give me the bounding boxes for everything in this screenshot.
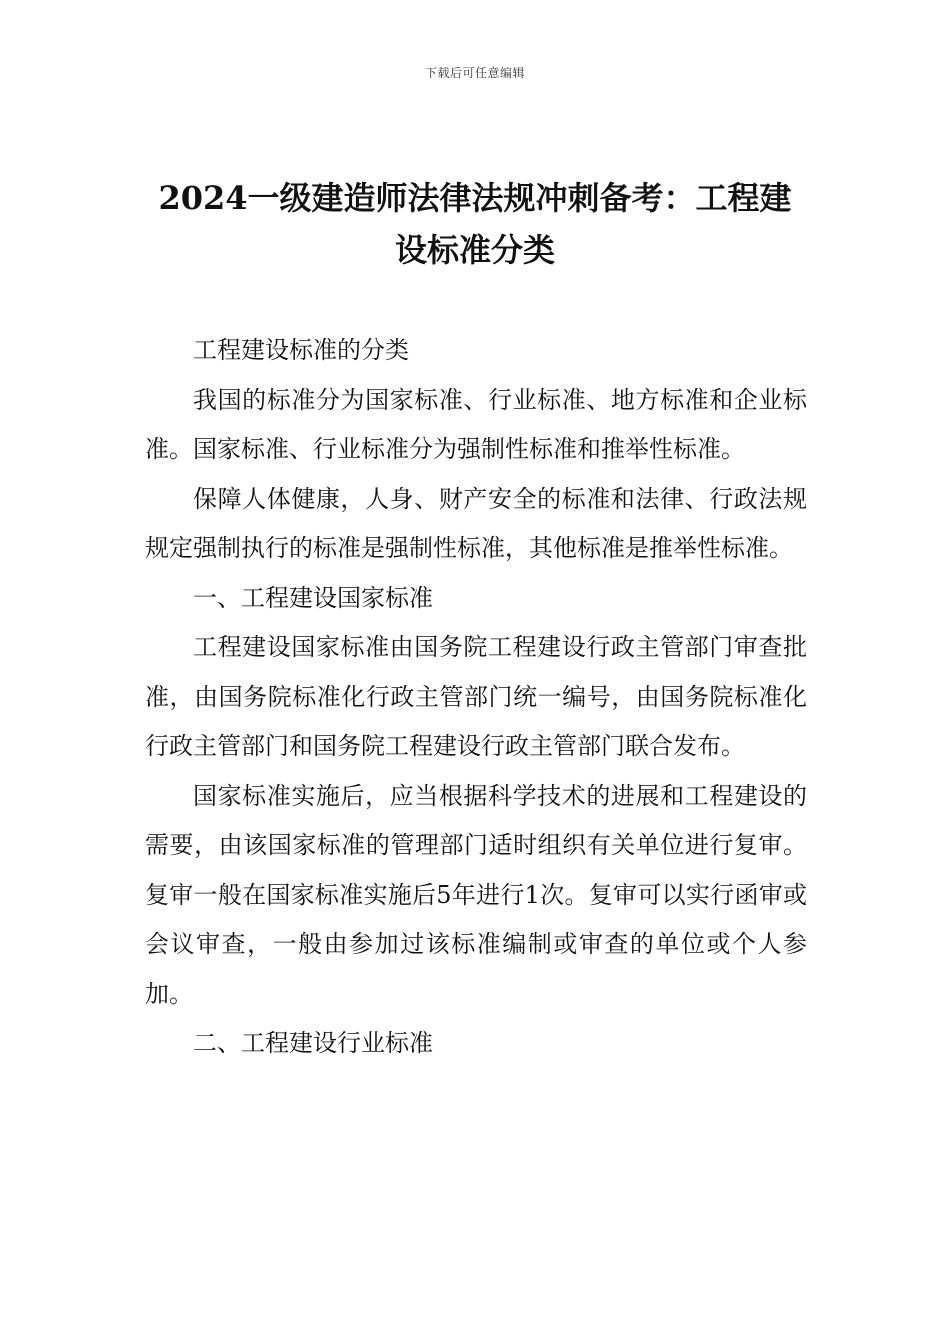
- paragraph-mandatory-standards: 保障人体健康，人身、财产安全的标准和法律、行政法规规定强制执行的标准是强制性标准，其他标准是推举性标准。: [145, 484, 807, 562]
- section-heading-national-standards: 一、工程建设国家标准: [193, 583, 433, 612]
- section-heading-industry-standards: 二、工程建设行业标准: [193, 1029, 433, 1057]
- header-note: 下载后可任意编辑: [424, 66, 525, 80]
- document-body: [145, 326, 807, 1069]
- paragraph-standard-types: 我国的标准分为国家标准、行业标准、地方标准和企业标准。国家标准、行业标准分为强制性标准和推举性标准。: [145, 385, 807, 463]
- paragraph-national-review: 国家标准实施后，应当根据科学技术的进展和工程建设的需要，由该国家标准的管理部门适时组织有关单位进行复审。复审一般在国家标准实施后5年进行1次。复审可以实行函审或会议审查，一般由参加过该标准编制或审查的单位或个人参加。: [145, 781, 807, 1008]
- paragraph-national-approval: 工程建设国家标准由国务院工程建设行政主管部门审查批准，由国务院标准化行政主管部门统一编号，由国务院标准化行政主管部门和国务院工程建设行政主管部门联合发布。: [145, 633, 807, 760]
- document-title: 2024一级建造师法律法规冲刺备考：工程建设标准分类: [158, 179, 792, 269]
- paragraph-classification-heading: 工程建设标准的分类: [193, 336, 409, 364]
